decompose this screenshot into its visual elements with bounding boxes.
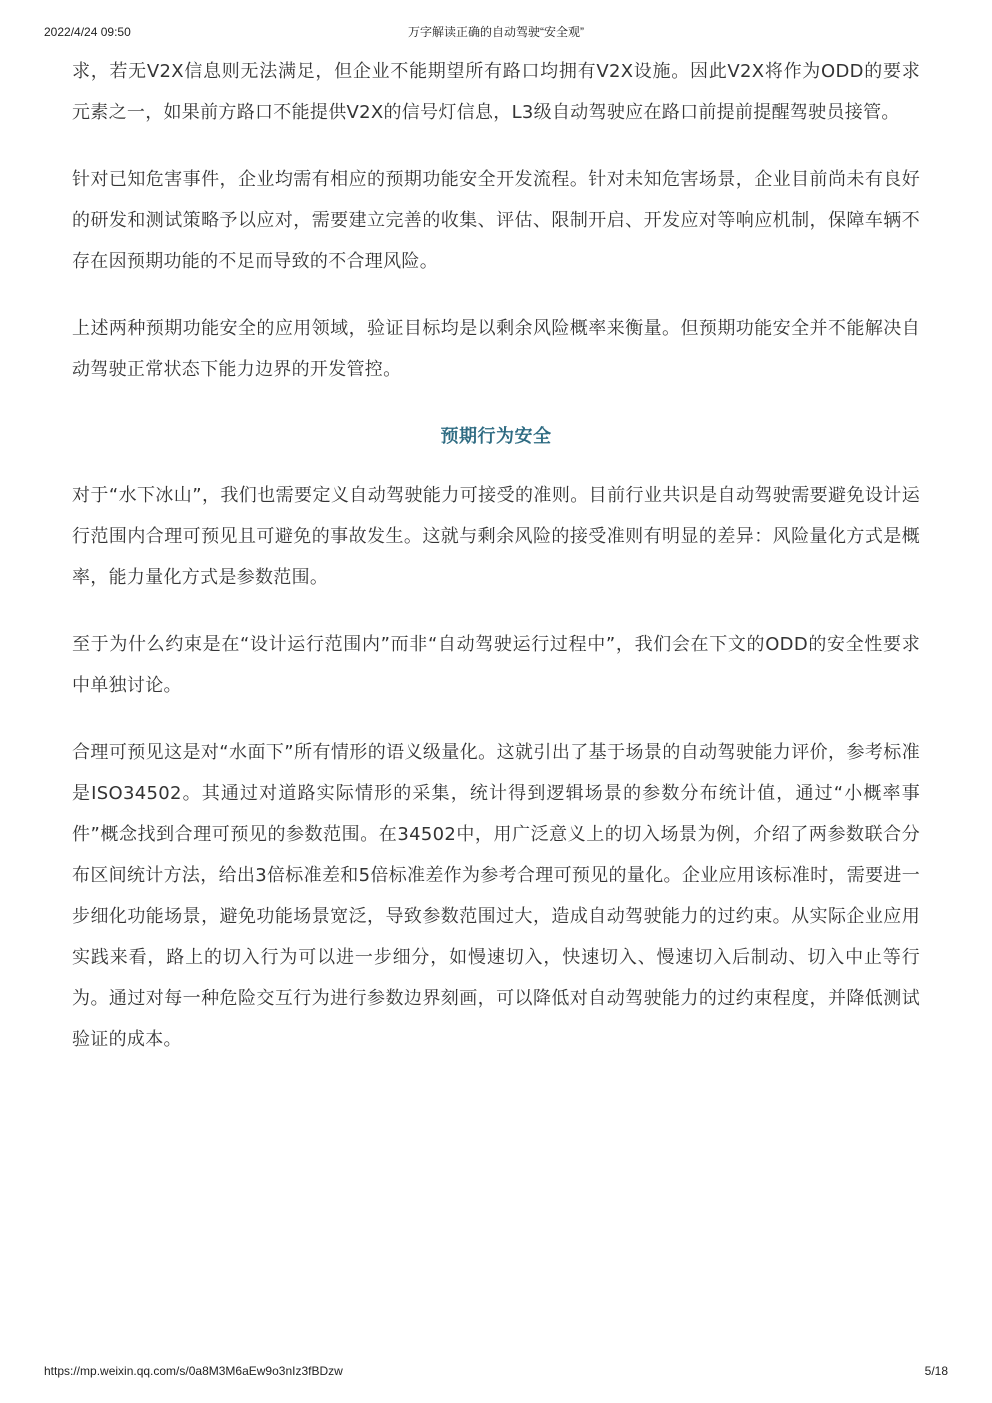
article-paragraph: 至于为什么约束是在“设计运行范围内”而非“自动驾驶运行过程中”，我们会在下文的ODD的安全性要求中单独讨论。 <box>72 634 920 696</box>
section-heading: 预期行为安全 <box>440 426 552 447</box>
page-number: 5/18 <box>924 1364 948 1378</box>
print-footer <box>44 1364 948 1378</box>
article-paragraph: 合理可预见这是对“水面下”所有情形的语义级量化。这就引出了基于场景的自动驾驶能力评价，参考标准是ISO34502。其通过对道路实际情形的采集，统计得到逻辑场景的参数分布统计值，通过“小概率事件”概念找到合理可预见的参数范围。在34502中，用广泛意义上的切入场景为例，介绍了两参数联合分布区间统计方法，给出3倍标准差和5倍标准差作为参考合理可预见的量化。企业应用该标准时，需要进一步细化功能场景，避免功能场景宽泛，导致参数范围过大，造成自动驾驶能力的过约束。从实际企业应用实践来看，路上的切入行为可以进一步细分，如慢速切入，快速切入、慢速切入后制动、切入中止等行为。通过对每一种危险交互行为进行参数边界刻画，可以降低对自动驾驶能力的过约束程度，并降低测试验证的成本。 <box>72 742 920 1050</box>
article-paragraph: 对于“水下冰山”，我们也需要定义自动驾驶能力可接受的准则。目前行业共识是自动驾驶需要避免设计运行范围内合理可预见且可避免的事故发生。这就与剩余风险的接受准则有明显的差异：风险量化方式是概率，能力量化方式是参数范围。 <box>72 485 920 588</box>
article-body <box>72 51 920 1086</box>
source-url: https://mp.weixin.qq.com/s/0a8M3M6aEw9o3nIz3fBDzw <box>44 1364 343 1378</box>
print-document-title: 万字解读正确的自动驾驶“安全观” <box>408 25 584 39</box>
print-header <box>44 25 948 39</box>
article-paragraph: 针对已知危害事件，企业均需有相应的预期功能安全开发流程。针对未知危害场景，企业目前尚未有良好的研发和测试策略予以应对，需要建立完善的收集、评估、限制开启、开发应对等响应机制，保障车辆不存在因预期功能的不足而导致的不合理风险。 <box>72 169 920 272</box>
article-paragraph: 求，若无V2X信息则无法满足，但企业不能期望所有路口均拥有V2X设施。因此V2X将作为ODD的要求元素之一，如果前方路口不能提供V2X的信号灯信息，L3级自动驾驶应在路口前提前提醒驾驶员接管。 <box>72 61 920 123</box>
print-datetime: 2022/4/24 09:50 <box>44 25 131 39</box>
article-paragraph: 上述两种预期功能安全的应用领域，验证目标均是以剩余风险概率来衡量。但预期功能安全并不能解决自动驾驶正常状态下能力边界的开发管控。 <box>72 318 920 380</box>
